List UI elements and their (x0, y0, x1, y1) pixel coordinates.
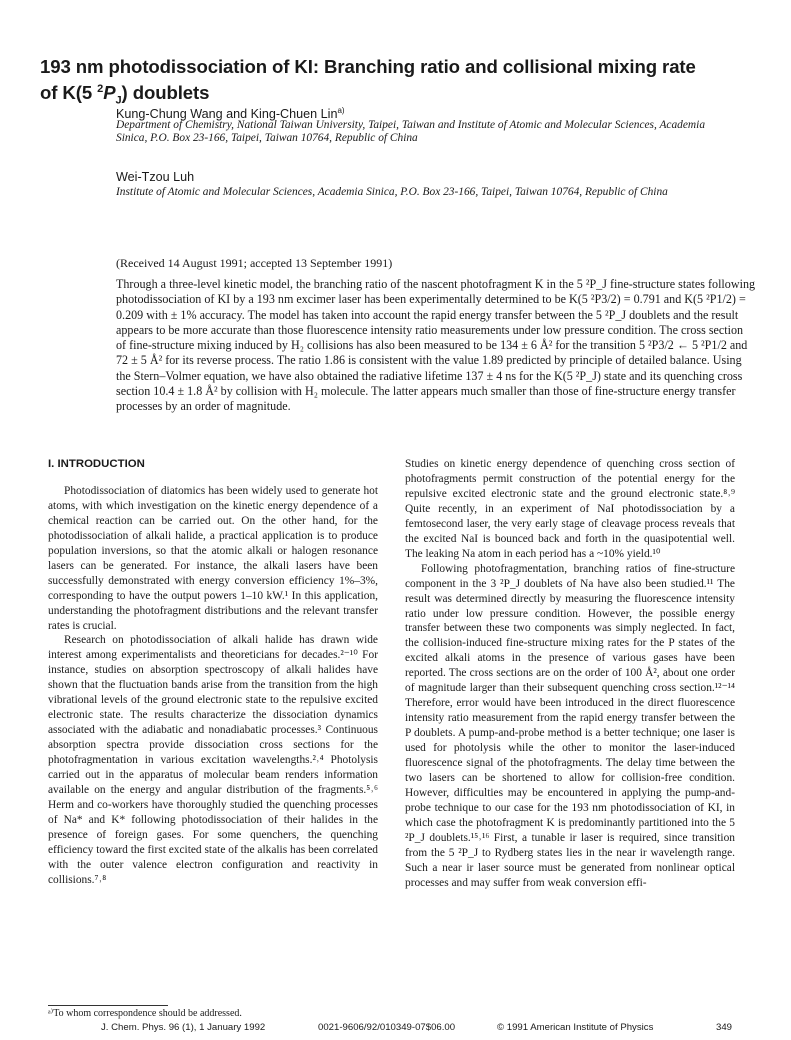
footer-copyright: © 1991 American Institute of Physics (497, 1022, 654, 1033)
left-column (48, 457, 378, 888)
title-superscript: 2 (97, 83, 104, 95)
affiliation-primary: Department of Chemistry, National Taiwan University, Taipei, Taiwan and Institute of Atomic and Molecular Sciences, Academia Sinica, P.O. Box 23-166, Taipei, Taiwan 10764, Republic of China (116, 119, 706, 145)
authors-secondary: Wei-Tzou Luh (116, 170, 195, 184)
page-number: 349 (716, 1022, 733, 1033)
title-line-2-a: of K(5 (40, 82, 98, 103)
footnote-divider (48, 1005, 168, 1006)
right-paragraph-1: Studies on kinetic energy dependence of quenching cross section of photofragments permit construction of the potential energy for the repulsive excited electronic state and the ground electronic state.⁸˒⁹ Quite recently, in an experiment of NaI photodissociation by a femtosecond laser, the very early stage of cleavage process reveals that the excited NaI is bounced back and forth in the quasipotential well. The leaking Na atom in each period has a ~10% yield.¹⁰ (405, 458, 735, 560)
authors-footnote-mark: a) (337, 106, 345, 115)
title-subscript: J (115, 94, 122, 107)
authors-primary-names: Kung-Chung Wang and King-Chuen Lin (116, 107, 338, 122)
left-paragraph-2: Research on photodissociation of alkali halide has drawn wide interest among experimentalists and theoreticians for decades.²⁻¹⁰ For instance, studies on absorption spectroscopy of alkali halides have shown that the fluctuation bands arise from the transition from the high vibrational levels of the ground electronic state to the repulsive excited electronic state. The results characterize the dissociation dynamics associated with the adiabatic and nonadiabatic processes.³ Continuous absorption spectra provide dissociation cross sections for the photofragmentation in various excitation wavelengths.²˒⁴ Photolysis carried out in the apparatus of molecular beam renders information available on the energy and angular distribution of the fragments.⁵˒⁶ Herm and co-workers have thoroughly studied the quenching processes of Na* and K* following photodissociation of their halides in the presence of foreign gases. For some quenchers, the quenching efficiency toward the first excited state of the alkalis has been correlated with the outer valence electron configuration and reactivity in collisions.⁷˒⁸ (48, 634, 378, 886)
title-p: P (103, 82, 116, 103)
title-line-1: 193 nm photodissociation of KI: Branching ratio and collisional mixing rate (40, 56, 696, 77)
abstract: Through a three-level kinetic model, the branching ratio of the nascent photofragment K in the 5 ²P_J fine-structure states following photodissociation of KI by a 193 nm excimer laser has been experimentally determined to be K(5 ²P3/2) = 0.791 and K(5 ²P1/2) = 0.209 with ± 1% accuracy. The model has taken into account the rapid energy transfer between the 5 ²P_J doublets and the result appears to be more accurate than those fluorescence intensity ratio measurements under low pressure condition. The cross section of fine-structure mixing induced by H₂ collisions has also been measured to be 134 ± 6 Å² for the transition 5 ²P3/2 ← 5 ²P1/2 and 72 ± 5 Å² for its reverse process. The ratio 1.86 is consistent with the value 1.89 predicted by principle of detailed balance. Using the Stern–Volmer equation, we have also obtained the radiative lifetime 137 ± 4 ns for the K(5 ²P_J) state and its quenching cross section 10.4 ± 1.8 Å² by collision with H₂ molecule. The latter appears much smaller than those of fine-structure energy transfer processes by an order of magnitude. (116, 277, 756, 414)
left-paragraph-1: Photodissociation of diatomics has been widely used to generate hot atoms, with which investigation on the kinetic energy dependence of a chemical reaction can be carried out. On the other hand, for the photodissociation of alkali halide, a practical application is to produce population inversions, so that the atomic alkali or halogen resonance lasers can be generated. For instance, the alkali lasers have been successfully demonstrated with energy conversion efficiency 1%–3%, corresponding to have the output powers 1–10 kW.¹ In this application, understanding the photofragment distributions and the relevant transfer rates is crucial. (48, 484, 378, 632)
right-column (405, 457, 735, 891)
affiliation-secondary: Institute of Atomic and Molecular Sciences, Academia Sinica, P.O. Box 23-166, Taipei, Taiwan 10764, Republic of China (116, 186, 668, 198)
title-line-2-c: ) doublets (121, 82, 210, 103)
footer-journal: J. Chem. Phys. 96 (1), 1 January 1992 (101, 1022, 266, 1033)
footer-code: 0021-9606/92/010349-07$06.00 (318, 1022, 456, 1033)
right-paragraph-2: Following photofragmentation, branching ratios of fine-structure component in the 3 ²P_J doublets of Na have also been studied.¹¹ The result was determined directly by measuring the fluorescence intensity ratio under low pressure condition. However, the possible energy transfer between these two components was simply neglected. In fact, the collision-induced fine-structure mixing rates for the P states of the excited alkali atoms in the presence of various gases have been reported. The cross sections are on the order of 100 Å², about one order of magnitude larger than their subsequent quenching cross section.¹²⁻¹⁴ Therefore, error would have been introduced in the direct fluorescence intensity ratio measurement from the rapid energy transfer between the P doublets. A pump-and-probe method is a better technique; one laser is used for photolysis while the other to monitor the laser-induced fluorescence signal of the photofragments. The delay time between the two lasers can be shortened to allow for collision-free condition. However, difficulties may be encountered in applying the pump-and-probe technique to our case for the 193 nm photodissociation of KI, in which case the photofragment K is predominantly partitioned into the 5 ²P_J doublets.¹⁵˒¹⁶ First, a tunable ir laser is required, since transition from the 5 ²P_J to Rydberg states lies in the near ir wavelength range. Such a near ir laser source must be generated from nonlinear optical processes and may suffer from weak conversion effi- (405, 562, 735, 889)
received-dates: (Received 14 August 1991; accepted 13 September 1991) (116, 256, 393, 270)
section-heading: I. INTRODUCTION (48, 458, 145, 470)
footnote: ᵃ⁾To whom correspondence should be addressed. (48, 1008, 242, 1019)
